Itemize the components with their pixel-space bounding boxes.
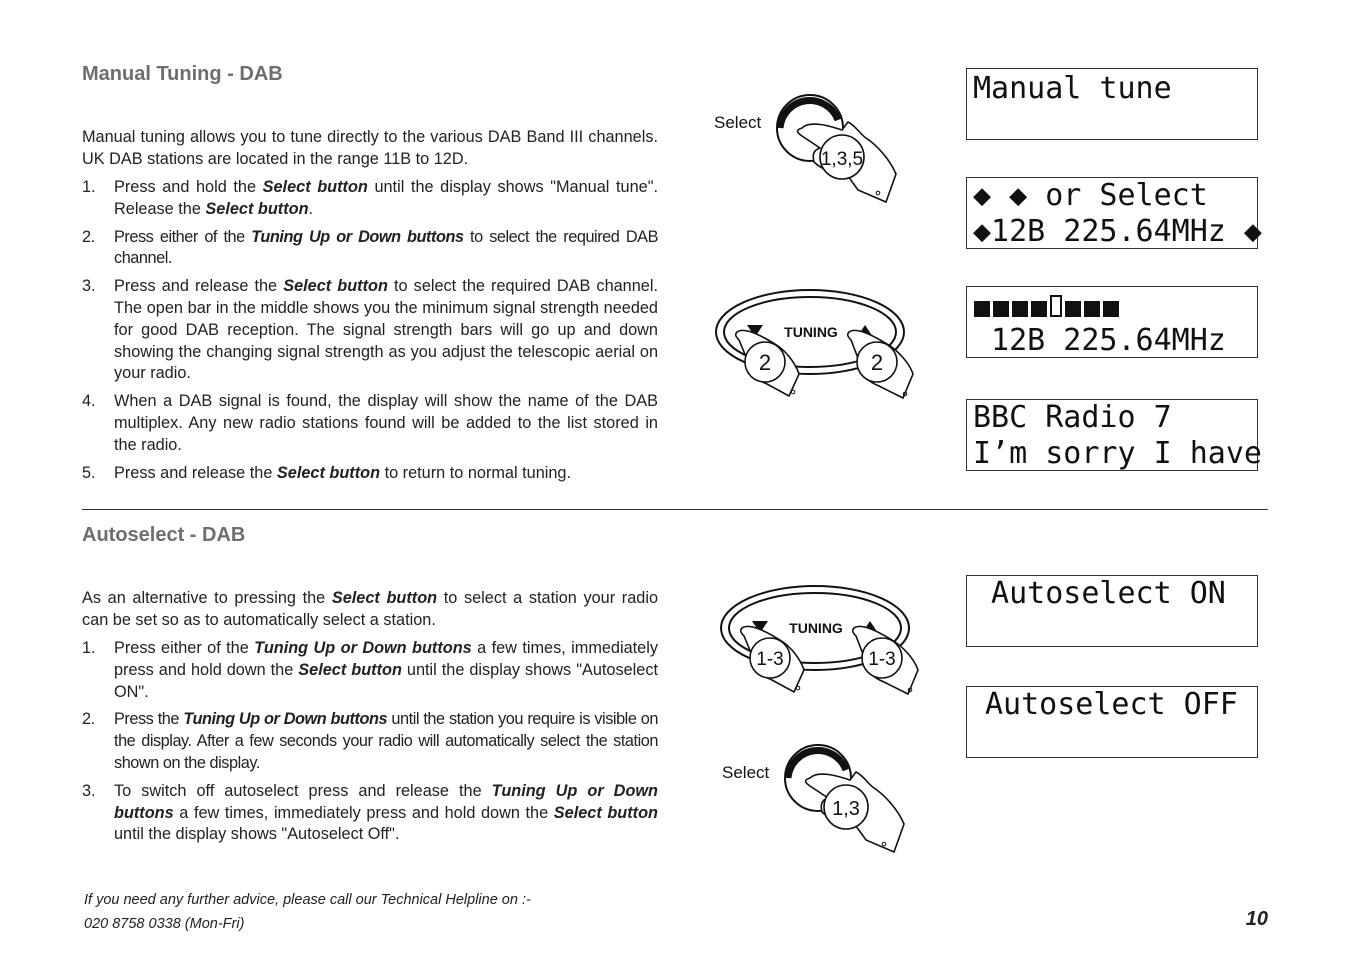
- list-item: [82, 781, 658, 846]
- signal-bar-filled: [974, 301, 990, 317]
- step-number: 5.: [82, 463, 96, 482]
- lcd-line-1: Autoselect ON: [973, 576, 1226, 611]
- lcd-line-1: ◆ ◆ or Select: [973, 178, 1208, 213]
- lcd-line-2: ◆12B 225.64MHz ◆: [973, 214, 1262, 249]
- step-emphasis: Tuning Up or Down buttons: [114, 781, 658, 822]
- step-text: until the display shows "Manual tune". Release the: [114, 178, 658, 218]
- intro-emphasis: Select button: [331, 589, 438, 607]
- page-number: 10: [1245, 908, 1268, 930]
- select-label: Select: [722, 763, 770, 782]
- step-emphasis: Tuning Up or Down buttons: [254, 639, 472, 657]
- lcd-line-1: BBC Radio 7: [973, 400, 1172, 435]
- helpline-text: If you need any further advice, please call our Technical Helpline on :-: [84, 892, 531, 908]
- step-text: When a DAB signal is found, the display will show the name of the DAB multiplex. Any new radio stations found will be added to the list stored in the radio.: [114, 392, 658, 454]
- step-number: 4.: [82, 392, 96, 411]
- lcd-line-2: I’m sorry I have: [973, 436, 1262, 471]
- step-number: 2.: [82, 227, 95, 246]
- step-emphasis: Select button: [283, 277, 388, 296]
- signal-bar-filled: [1012, 301, 1028, 317]
- manual-tuning-intro: Manual tuning allows you to tune directly to the various DAB Band III channels. UK DAB stations are located in the range 11B to 12D.: [82, 128, 658, 168]
- section-divider: [82, 509, 1268, 510]
- helpline-number: 020 8758 0338 (Mon-Fri): [84, 916, 245, 932]
- step-emphasis: Select button: [276, 463, 381, 482]
- step-number: 2.: [82, 710, 95, 729]
- list-item: [82, 391, 658, 456]
- step-text: .: [308, 199, 314, 218]
- list-item: [82, 638, 658, 703]
- tuning-buttons-illustration: [720, 584, 935, 704]
- list-item: [82, 276, 658, 385]
- section-heading-manual-tuning: Manual Tuning - DAB: [82, 63, 283, 85]
- signal-bar-filled: [1084, 301, 1100, 317]
- step-text: to select the required DAB channel.: [114, 227, 658, 268]
- step-text: a few times, immediately press and hold down the: [173, 803, 554, 822]
- step-number: 1.: [82, 178, 96, 196]
- section-heading-autoselect: Autoselect - DAB: [82, 524, 246, 546]
- step-emphasis: Tuning Up or Down buttons: [251, 227, 464, 246]
- step-emphasis: Select button: [205, 199, 309, 218]
- select-step-numbers: 1,3: [832, 798, 860, 820]
- tuning-label: TUNING: [784, 324, 838, 340]
- step-text: until the display shows "Autoselect ON".: [114, 660, 658, 701]
- select-button-illustration: [718, 740, 918, 860]
- lcd-display-multiplex: [966, 399, 1262, 471]
- signal-bar-filled: [1031, 301, 1047, 317]
- tuning-up-step: 1-3: [868, 649, 896, 670]
- lcd-display-channel-select: [966, 177, 1262, 249]
- lcd-line-2: 12B 225.64MHz: [973, 323, 1226, 358]
- tuning-down-step: 1-3: [756, 649, 784, 670]
- list-item: [82, 177, 658, 221]
- tuning-label: TUNING: [789, 620, 843, 636]
- step-text: Press either of the: [114, 639, 255, 657]
- signal-minimum-marker: [1050, 295, 1062, 317]
- step-text: to return to normal tuning.: [380, 463, 572, 482]
- list-item: [82, 463, 658, 485]
- autoselect-steps: [82, 638, 658, 852]
- step-emphasis: Tuning Up or Down buttons: [183, 710, 388, 729]
- select-label: Select: [714, 113, 762, 132]
- select-button-illustration: [710, 90, 910, 210]
- lcd-display-manual-tune: [966, 68, 1258, 140]
- step-text: Press and release the: [114, 463, 277, 482]
- step-number: 1.: [82, 639, 96, 657]
- step-text: To switch off autoselect press and release the: [114, 781, 492, 800]
- step-emphasis: Select button: [262, 178, 368, 196]
- step-text: Press either of the: [114, 227, 252, 246]
- lcd-display-autoselect-off: [966, 686, 1258, 758]
- step-text: a few times, immediately press and hold down the: [114, 639, 658, 679]
- signal-bar-filled: [1103, 301, 1119, 317]
- tuning-down-step: 2: [758, 350, 772, 375]
- autoselect-intro: [82, 588, 658, 632]
- lcd-line-1: Autoselect OFF: [985, 687, 1238, 722]
- signal-strength-bars: [974, 295, 1119, 317]
- step-text: until the station you require is visible on the display. After a few seconds your radio will automatically select the station shown on the display.: [114, 710, 658, 772]
- signal-bar-filled: [993, 301, 1009, 317]
- intro-text: As an alternative to pressing the: [82, 589, 332, 607]
- manual-tuning-steps: [82, 177, 658, 490]
- tuning-buttons-illustration: [715, 288, 930, 408]
- step-text: to select the required DAB channel. The open bar in the middle shows you the minimum signal strength needed for good DAB reception. The signal strength bars will go up and down showing the changing signal strength as you adjust the telescopic aerial on your radio.: [114, 277, 658, 383]
- step-emphasis: Select button: [553, 803, 658, 822]
- list-item: [82, 227, 658, 271]
- lcd-display-signal-strength: [966, 286, 1258, 358]
- step-text: Press the: [114, 710, 184, 729]
- step-text: Press and hold the: [114, 178, 263, 196]
- lcd-line-1: Manual tune: [973, 71, 1172, 106]
- select-step-numbers: 1,3,5: [820, 149, 864, 170]
- signal-bar-filled: [1065, 301, 1081, 317]
- intro-text: to select a station your radio can be set so as to automatically select a station.: [82, 589, 658, 629]
- lcd-display-autoselect-on: [966, 575, 1258, 647]
- step-text: Press and release the: [114, 277, 284, 296]
- tuning-up-step: 2: [870, 350, 884, 375]
- list-item: [82, 709, 658, 774]
- step-number: 3.: [82, 277, 96, 296]
- step-emphasis: Select button: [298, 660, 402, 679]
- step-text: until the display shows "Autoselect Off".: [114, 825, 400, 844]
- step-number: 3.: [82, 781, 96, 800]
